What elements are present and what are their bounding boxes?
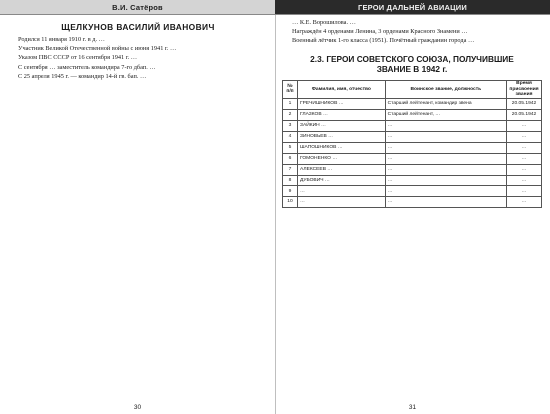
table-row: [283, 186, 542, 197]
cell-award-date: …: [507, 186, 542, 197]
cell-rank-position: …: [385, 186, 506, 197]
cell-rank-position: Старший лейтенант, командир звена: [385, 99, 506, 110]
table-row: [283, 131, 542, 142]
cell-number: 1: [283, 99, 298, 110]
running-header-author: В.И. Сатёров: [0, 0, 275, 15]
cell-number: 8: [283, 175, 298, 186]
cell-name: ЗАЙКИН …: [298, 121, 386, 132]
right-page: [275, 0, 550, 414]
paragraph: Указом ПВС СССР от 16 сентября 1941 г. …: [18, 54, 138, 62]
section-heading: [282, 54, 542, 75]
cell-rank-position: …: [385, 153, 506, 164]
cell-award-date: …: [507, 164, 542, 175]
person-heading: ЩЕЛКУНОВ ВАСИЛИЙ ИВАНОВИЧ: [61, 22, 215, 32]
paragraph: Награждён 4 орденами Ленина, 3 орденами Красного Знамени …: [292, 28, 468, 36]
column-header-name: Фамилия, имя, отчество: [298, 80, 386, 99]
column-header-number: № п/п: [283, 80, 298, 99]
cell-number: 10: [283, 197, 298, 208]
cell-award-date: 20.05.1942: [507, 110, 542, 121]
running-header-book-title: ГЕРОИ ДАЛЬНЕЙ АВИАЦИИ: [275, 0, 550, 15]
cell-name: ГЛАЗКОВ …: [298, 110, 386, 121]
cell-award-date: …: [507, 121, 542, 132]
section-heading-line-1: 2.3. ГЕРОИ СОВЕТСКОГО СОЮЗА, ПОЛУЧИВШИЕ: [310, 53, 514, 64]
table-row: [283, 99, 542, 110]
cell-rank-position: …: [385, 175, 506, 186]
paragraph: … К.Е. Ворошилова. …: [292, 19, 356, 26]
cell-name: АЛЕКСЕЕВ …: [298, 164, 386, 175]
cell-name: …: [298, 197, 386, 208]
table-row: [283, 110, 542, 121]
cell-name: ГРЕЧИШНИКОВ …: [298, 99, 386, 110]
paragraph: Участник Великой Отечественной войны с июня 1941 г. …: [18, 45, 177, 53]
cell-name: ШАПОШНИКОВ …: [298, 142, 386, 153]
table-row: [283, 153, 542, 164]
cell-award-date: 20.05.1942: [507, 99, 542, 110]
page-number: 31: [408, 404, 417, 411]
cell-name: …: [298, 186, 386, 197]
cell-rank-position: …: [385, 197, 506, 208]
paragraph: Родился 11 января 1910 г. в д. …: [18, 36, 105, 43]
cell-name: ГОМОНЕНКО …: [298, 153, 386, 164]
cell-award-date: …: [507, 142, 542, 153]
cell-award-date: …: [507, 153, 542, 164]
cell-rank-position: Старший лейтенант, …: [385, 110, 506, 121]
table-body: [283, 99, 542, 208]
cell-number: 7: [283, 164, 298, 175]
page-number: 30: [133, 404, 142, 411]
table-header-row: [283, 80, 542, 99]
paragraph: Военный лётчик 1-го класса (1951). Почётный гражданин города …: [292, 37, 475, 45]
heroes-table: [282, 80, 542, 209]
table-row: [283, 142, 542, 153]
cell-award-date: …: [507, 197, 542, 208]
cell-rank-position: …: [385, 142, 506, 153]
cell-number: 5: [283, 142, 298, 153]
cell-name: ДУБОВИЧ …: [298, 175, 386, 186]
cell-number: 4: [283, 131, 298, 142]
column-header-date: Время присвоения звания: [507, 80, 542, 99]
table-row: [283, 121, 542, 132]
cell-rank-position: …: [385, 164, 506, 175]
column-header-rank: Воинское звание, должность: [385, 80, 506, 99]
table-row: [283, 197, 542, 208]
cell-award-date: …: [507, 131, 542, 142]
cell-award-date: …: [507, 175, 542, 186]
cell-number: 6: [283, 153, 298, 164]
cell-number: 2: [283, 110, 298, 121]
table-row: [283, 164, 542, 175]
biography-text: [8, 36, 268, 81]
biography-text-continued: [282, 19, 542, 46]
cell-rank-position: …: [385, 121, 506, 132]
section-heading-line-2: ЗВАНИЕ В 1942 г.: [376, 64, 448, 75]
cell-name: ЗИНОВЬЕВ …: [298, 131, 386, 142]
paragraph: С сентября … заместитель командира 7-го дбап. …: [18, 63, 156, 71]
table-row: [283, 175, 542, 186]
cell-number: 3: [283, 121, 298, 132]
cell-number: 9: [283, 186, 298, 197]
cell-rank-position: …: [385, 131, 506, 142]
paragraph: С 25 апреля 1945 г. — командир 14-й гв. бап. …: [18, 72, 147, 80]
